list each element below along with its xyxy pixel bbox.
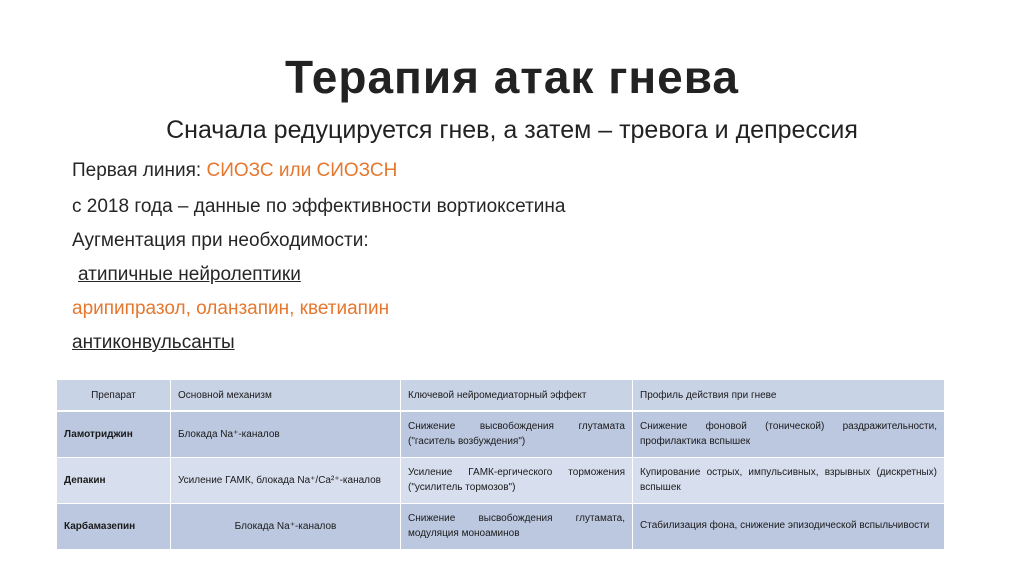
effect-cell <box>401 504 633 550</box>
profile-text: Купирование острых, импульсивных, взрывных (дискретных) вспышек <box>640 467 937 493</box>
profile-cell <box>633 458 945 504</box>
drug-name-cell: Карбамазепин <box>57 504 171 550</box>
augmentation-colon: : <box>363 230 369 251</box>
first-line-value: СИОЗС или СИОЗСН <box>206 160 398 181</box>
antipsychotics-list-text: арипипразол, оланзапин, кветиапин <box>72 298 390 319</box>
drug-name-cell: Ламотриджин <box>57 411 171 458</box>
drug-comparison-table <box>56 379 945 550</box>
first-line-separator: : <box>195 160 207 181</box>
profile-cell <box>633 504 945 550</box>
anticonvulsants-text: антиконвульсанты <box>72 332 235 353</box>
table-header-profile: Профиль действия при гневе <box>633 380 945 412</box>
mechanism-cell: Блокада Na⁺-каналов <box>171 411 401 458</box>
mechanism-cell: Усиление ГАМК, блокада Na⁺/Ca²⁺-каналов <box>171 458 401 504</box>
profile-text: Стабилизация фона, снижение эпизодической вспыльчивости <box>640 520 930 532</box>
table-header-mechanism: Основной механизм <box>171 380 401 412</box>
effect-cell <box>401 458 633 504</box>
table-row <box>57 411 945 458</box>
effect-text: Снижение высвобождения глутамата, модуляция моноаминов <box>408 513 625 539</box>
drug-name-cell: Депакин <box>57 458 171 504</box>
vortioxetine-text: с 2018 года – данные по эффективности вортиоксетина <box>72 196 566 217</box>
effect-text: Снижение высвобождения глутамата ("гаситель возбуждения") <box>408 421 625 447</box>
effect-cell <box>401 411 633 458</box>
table-header-drug: Препарат <box>57 380 171 412</box>
atypical-antipsychotics-text: атипичные нейролептики <box>78 264 301 285</box>
slide-title: Терапия атак гнева <box>284 51 740 103</box>
augmentation-text <box>72 230 369 252</box>
effect-text: Усиление ГАМК-ергического торможения ("усилитель тормозов") <box>408 467 625 493</box>
first-line-text <box>72 160 397 182</box>
profile-text: Снижение фоновой (тонической) раздражительности, профилактика вспышек <box>640 421 937 447</box>
table-header-effect: Ключевой нейромедиаторный эффект <box>401 380 633 412</box>
first-line-label: Первая линия <box>72 160 196 181</box>
profile-cell <box>633 411 945 458</box>
augmentation-label: Аугментация при необходимости <box>72 230 364 251</box>
table-row <box>57 458 945 504</box>
slide-subtitle: Сначала редуцируется гнев, а затем – тревога и депрессия <box>166 116 858 144</box>
mechanism-cell: Блокада Na⁺-каналов <box>171 504 401 550</box>
table-row <box>57 504 945 550</box>
table-header-row <box>57 380 945 412</box>
